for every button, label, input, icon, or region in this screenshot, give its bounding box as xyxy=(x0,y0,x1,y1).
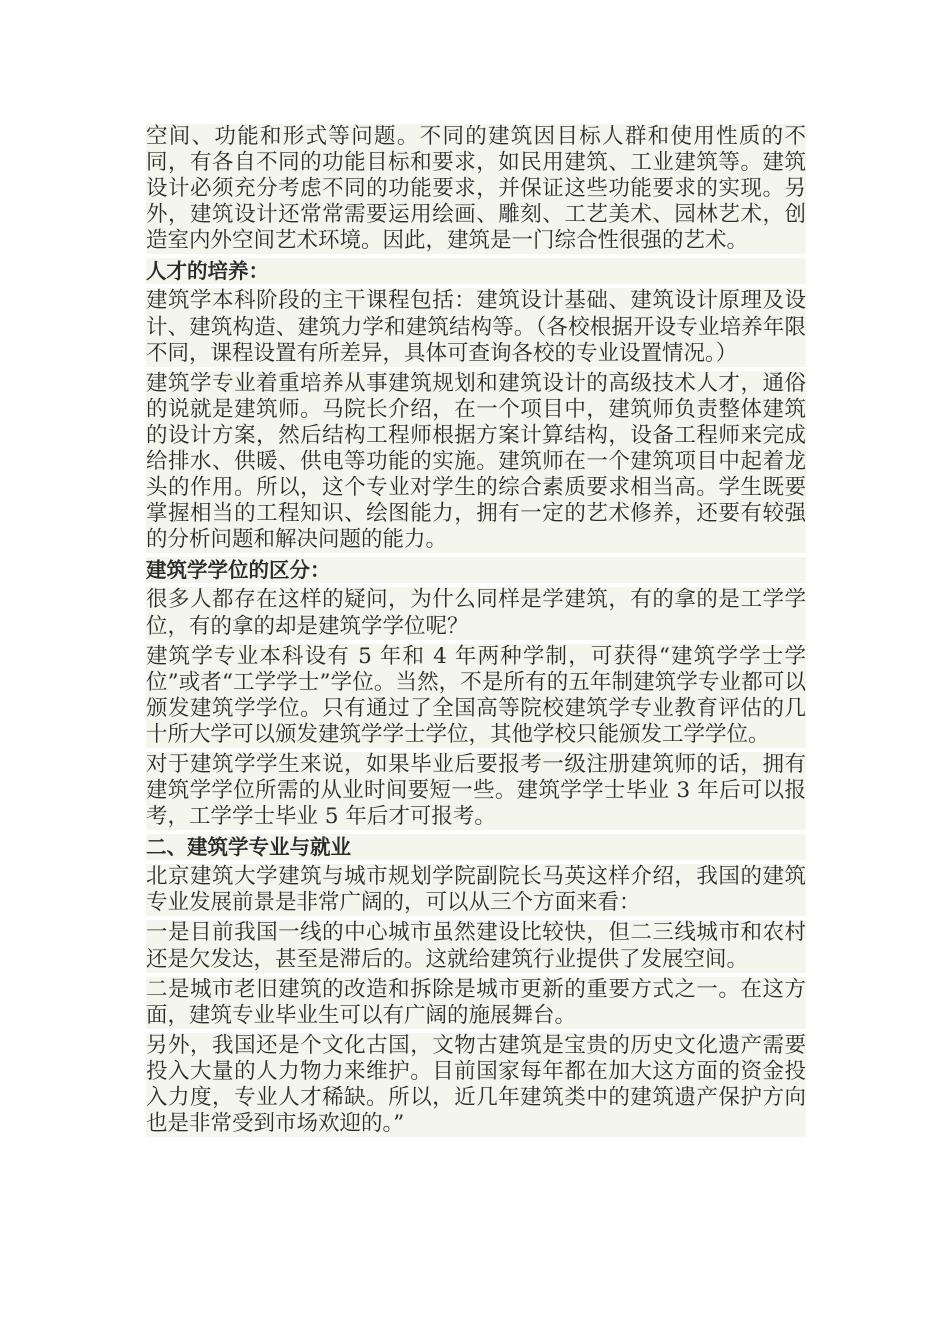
heading-talent-training: 人才的培养： xyxy=(146,258,806,284)
paragraph-registration-exam: 对于建筑学学生来说，如果毕业后要报考一级注册建筑师的话，拥有建筑学学位所需的从业时间要短一些。建筑学学士毕业 3 年后可以报考，工学学士毕业 5 年后才可报考。 xyxy=(146,751,806,830)
paragraph-degree-question: 很多人都存在这样的疑问，为什么同样是学建筑，有的拿的是工学学位，有的拿的却是建筑学学位呢？ xyxy=(146,587,806,639)
paragraph-prospect-one: 一是目前我国一线的中心城市虽然建设比较快，但二三线城市和农村还是欠发达，甚至是滞后的。这就给建筑行业提供了发展空间。 xyxy=(146,920,806,972)
paragraph-degree-system: 建筑学专业本科设有 5 年和 4 年两种学制，可获得“建筑学学士学位”或者“工学学士”学位。当然，不是所有的五年制建筑学专业都可以颁发建筑学学位。只有通过了全国高等院校建筑学专业教育评估的几十所大学可以颁发建筑学学士学位，其他学校只能颁发工学学位。 xyxy=(146,643,806,747)
paragraph-design-function: 空间、功能和形式等问题。不同的建筑因目标人群和使用性质的不同，有各自不同的功能目标和要求，如民用建筑、工业建筑等。建筑设计必须充分考虑不同的功能要求，并保证这些功能要求的实现。另外，建筑设计还常常需要运用绘画、雕刻、工艺美术、园林艺术，创造室内外空间艺术环境。因此，建筑是一门综合性很强的艺术。 xyxy=(146,124,806,254)
paragraph-prospect-three: 另外，我国还是个文化古国，文物古建筑是宝贵的历史文化遗产需要投入大量的人力物力来维护。目前国家每年都在加大这方面的资金投入力度，专业人才稀缺。所以，近几年建筑类中的建筑遗产保护方向也是非常受到市场欢迎的。” xyxy=(146,1032,806,1137)
heading-employment: 二、建筑学专业与就业 xyxy=(146,834,806,860)
paragraph-prospect-two: 二是城市老旧建筑的改造和拆除是城市更新的重要方式之一。在这方面，建筑专业毕业生可以有广阔的施展舞台。 xyxy=(146,976,806,1028)
paragraph-core-courses: 建筑学本科阶段的主干课程包括：建筑设计基础、建筑设计原理及设计、建筑构造、建筑力学和建筑结构等。（各校根据开设专业培养年限不同，课程设置有所差异，具体可查询各校的专业设置情况。） xyxy=(146,288,806,366)
paragraph-prospects-intro: 北京建筑大学建筑与城市规划学院副院长马英这样介绍，我国的建筑专业发展前景是非常广阔的，可以从三个方面来看： xyxy=(146,864,806,916)
document-page xyxy=(146,124,806,1141)
heading-degree-distinction: 建筑学学位的区分： xyxy=(146,557,806,583)
paragraph-architect-role: 建筑学专业着重培养从事建筑规划和建筑设计的高级技术人才，通俗的说就是建筑师。马院长介绍，在一个项目中，建筑师负责整体建筑的设计方案，然后结构工程师根据方案计算结构，设备工程师来完成给排水、供暖、供电等功能的实施。建筑师在一个建筑项目中起着龙头的作用。所以，这个专业对学生的综合素质要求相当高。学生既要掌握相当的工程知识、绘图能力，拥有一定的艺术修养，还要有较强的分析问题和解决问题的能力。 xyxy=(146,370,806,553)
